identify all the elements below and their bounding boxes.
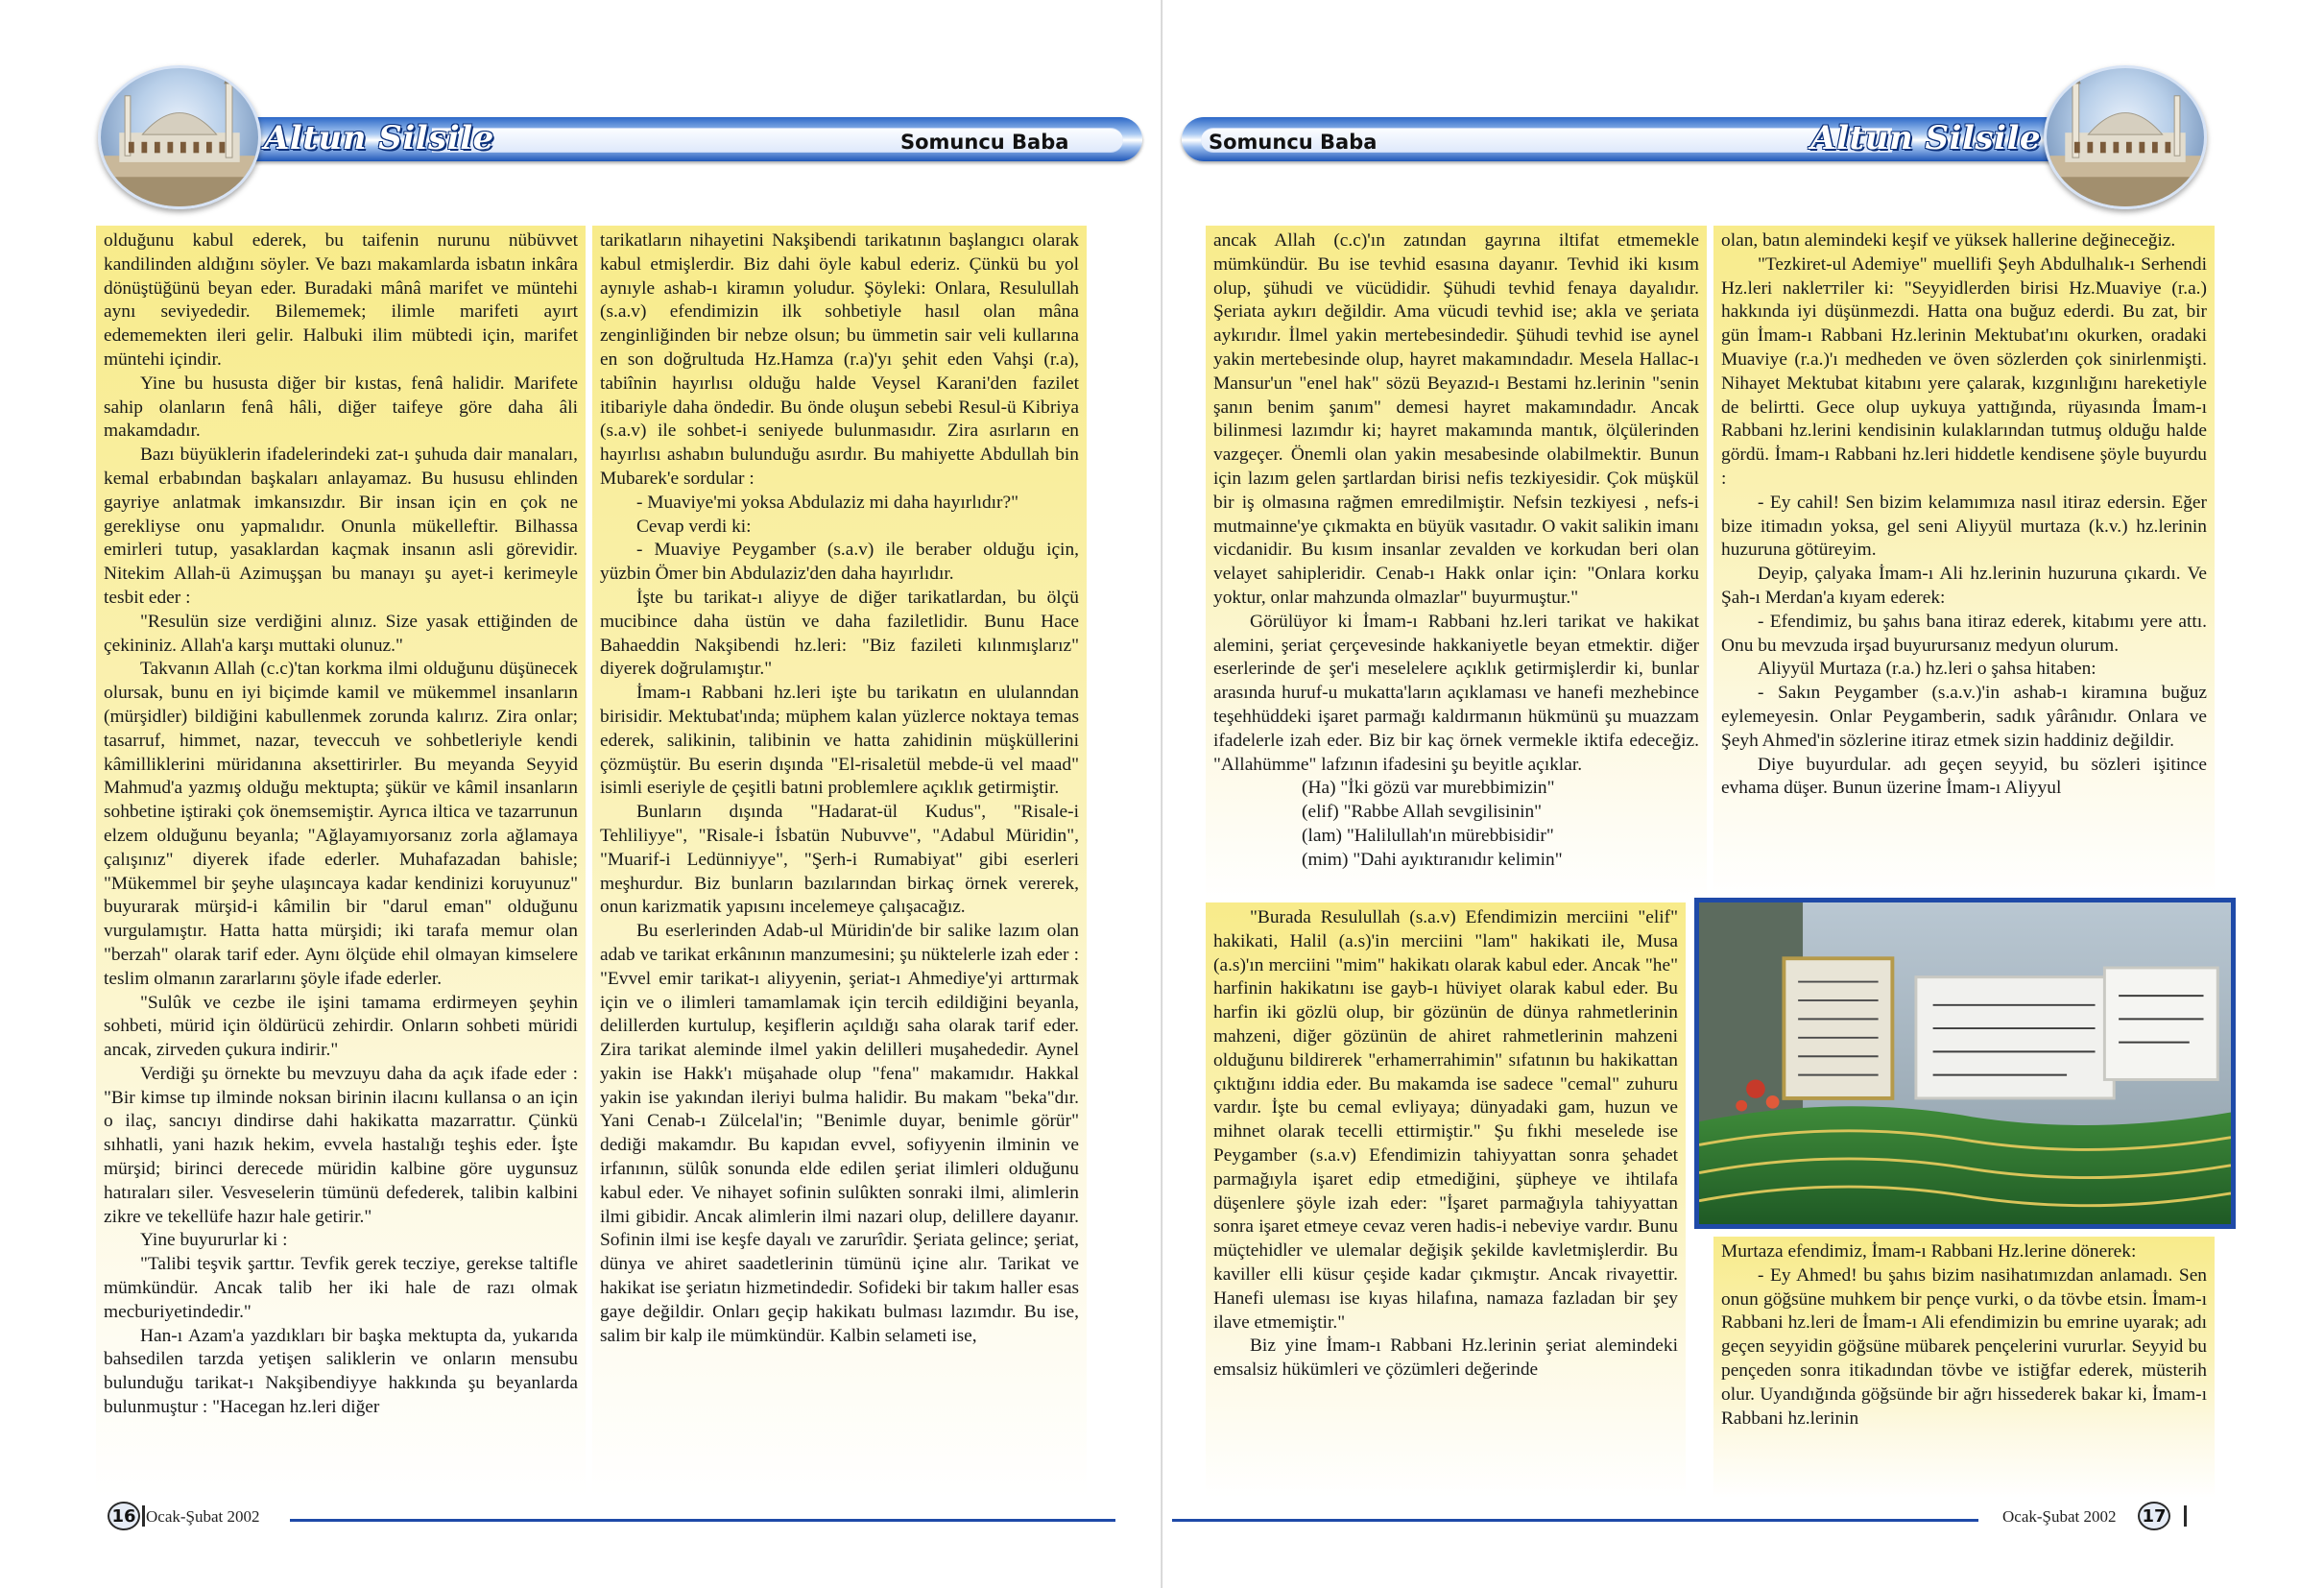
right-page-column-2 <box>1713 226 2215 898</box>
quote-paragraph: "Talibi teşvik şarttır. Tevfik gerek tecziye, gerekse taltifle mümkündür. Ancak talib her iki hale de razı olmak mecburiyetindedir." <box>104 1254 578 1322</box>
footer-rule <box>1172 1519 1978 1522</box>
paragraph: Diye buyurdular. adı geçen seyyid, bu sözleri işitince evhama düşer. Bunun üzerine İmam-ı Aliyyul <box>1721 754 2207 799</box>
paragraph: - Sakın Peygamber (s.a.v.)'in ashab-ı kiramına buğuz eylemeyesin. Onlar Peygamberin, sadık yârânıdır. Onlara ve Şeyh Ahmed'in sözlerine itiraz etmek sizin haddiniz değildir. <box>1721 683 2207 751</box>
page-number: 17 <box>2138 1502 2170 1530</box>
paragraph: olduğunu kabul ederek, bu taifenin nurunu nübüvvet kandilinden aldığını söyler. Ve bazı makamlarda isbatın inkâra dönüştüğünü beyan eder. Buradaki mânâ marifet ve müntehi aynı seviyededir. Bilememek; ilimle marifeti ayırt edememekten ileri gelir. Halbuki ilim mübtedi için, marifet müntehi içindir. <box>104 230 578 370</box>
verse-line: (lam) "Halilullah'ın mürebbisidir" <box>1302 825 1554 846</box>
paragraph: Bazı büyüklerin ifadelerindeki zat-ı şuhuda dair manaları, kemal erbabından başkaları anlayamaz. Bu hususu ehlinden gayriye anlatmak imkansızdır. Bir insan için en çok ne gerekliyse onu yapmalıdır. Onunla mükelleftir. Bilhassa emirleri tutup, yasaklardan kaçmak insanın asli görevidir. Nitekim Allah-ü Azimuşşan bu manayı şu ayet-i kerimeyle tesbit eder : <box>104 445 578 608</box>
issue-date: Ocak-Şubat 2002 <box>146 1507 260 1526</box>
paragraph: Murtaza efendimiz, İmam-ı Rabbani Hz.lerine dönerek: <box>1721 1241 2137 1262</box>
paragraph: Bunların dışında "Hadarat-ül Kudus", "Risale-i Tehliliyye", "Risale-i İsbatün Nubuvve", "Adabul Müridin", "Muarif-i Ledünniyye", "Şerh-i Rumabiyat" gibi eserleri meşhurdur. Biz bunların bazılarından birkaç örnek vererek, onun karizmatik yapısını incelemeye çalışacağız. <box>600 802 1079 918</box>
footer-rule <box>290 1519 1115 1522</box>
paragraph: İşte bu tarikat-ı aliyye de diğer tarikatlardan, bu ölçü mucibince daha üstün ve daha faziletlidir. Bunu Hace Bahaeddin Nakşibendi hz.leri: "Biz fazileti kılınmışlarız" diyerek doğrulamıştır." <box>600 587 1079 680</box>
running-title: Somuncu Baba <box>1209 131 1378 154</box>
paragraph: - Muaviye'mi yoksa Abdulaziz mi daha hayırlıdır?" <box>636 492 1019 513</box>
paragraph: ancak Allah (c.c)'ın zatından gayrına iltifat etmemekle mümkündür. Bu ise tevhid esasına dayanır. Tevhid iki kısım olup, şühudi ve vücüdidir. Şühudi tevhid fenaya dayalıdır. Şeriata aykırı değildir. Ama vücudi tevhid ise; akla ve şeriata aykırıdır. İlmel yakin mertebesindedir. Şühudi tevhid ise aynel yakin mertebesinde olup, hayret makamındadır. Mesela Hallac-ı Mansur'un "enel hak" sözü Beyazıd-ı Bestami hz.lerinin "senin şanın benim şanım" demesi hayret makamındadır. Ancak bilinmesi lazımdır ki; hayret makamında mantık, ölçülerinden vazgeçer. Önemli olan yakin mesabesinde olabilmektir. Bunun için lazım gelen şartlardan birisi nefis tezkiyesidir. Çok müşkül bir iş olmasına rağmen emredilmiştir. Nefsin tezkiyesi , nefs-i mutmainne'ye çıkmakta en büyük vasıtadır. O vakit salikin imanı vicdanidir. Bu kısım insanlar zevalden ve korkudan beri olan velayet sahipleridir. Cenab-ı Hakk onlar için: "Onlara korku yoktur, onlar mahzunda olmazlar" buyurmuştur." <box>1213 230 1699 608</box>
paragraph: - Muaviye Peygamber (s.a.v) ile beraber olduğu için, yüzbin Ömer bin Abdulaziz'den daha hayırlıdır. <box>600 540 1079 585</box>
paragraph: Deyip, çalyaka İmam-ı Ali hz.lerinin huzuruna çıkardı. Ve Şah-ı Merdan'a kıyam ederek: <box>1721 564 2207 608</box>
mosque-emblem-icon <box>2044 65 2207 209</box>
paragraph: Takvanın Allah (c.c)'tan korkma ilmi olduğunu düşünecek olursak, bunu en iyi biçimde kamil ve mükemmel insanların (mürşidler) bildiğini kabullenmek zorunda kalırız. Zira onlar; tasarruf, himmet, nazar, teveccuh ve sohbetleriyle kendi kâmilliklerini müridanına aksettirirler. Bu meyanda Seyyid Mahmud'a yazmış olduğu mektupta; şükür ve kâmil insanların sohbetine iştiraki çok önemsemiştir. Ayrıca iltica ve tazarrunun elzem olduğunu beyanla; "Ağlayamıyorsanız zorla ağlamaya çalışınız" diyerek ifade ederler. Muhafazadan bahisle; "Mükemmel bir şeyhe ulaşıncaya kadar kendinizi koruyunuz" buyurarak mürşid-i kâmilin bir "darul eman" olduğunu vurgulamıştır. Hatta hatta mürşidi; iki tarafa memur olan "berzah" olarak tarif eder. Aynı ölçüde ehil olmayan kimselere teslim olmanın zararlarını şöyle ifade ederler. <box>104 659 578 989</box>
paragraph: Han-ı Azam'a yazdıkları bir başka mektupta da, yukarıda bahsedilen tarzda yetişen saliklerin ve onların mensubu bulunduğu tarikat-ı Nakşibendiyye hakkında şu beyanlarda bulunmuştur : "Hacegan hz.leri diğer <box>104 1325 578 1418</box>
section-title: Altun Silsile <box>264 119 494 157</box>
paragraph: Yine buyururlar ki : <box>140 1230 288 1251</box>
paragraph: - Ey cahil! Sen bizim kelamımıza nasıl itiraz edersin. Eğer bize itimadın yoksa, gel seni Aliyyül murtaza (k.v.) hz.lerinin huzuruna götüreyim. <box>1721 492 2207 561</box>
paragraph: olan, batın alemindeki keşif ve yüksek hallerine değineceğiz. <box>1721 230 2176 251</box>
paragraph: Cevap verdi ki: <box>636 516 752 537</box>
section-title: Altun Silsile <box>1810 119 2041 157</box>
paragraph: "Tezkiret-ul Ademiye" muellifi Şeyh Abdulhalık-ı Serhendi Hz.leri nakleттiler ki: "Seyyidlerden birisi Hz.Muaviye (r.a.) hakkında iyi düşünmezdi. Hatta ona buğuz ederdi. Bu zat, bir gün İmam-ı Rabbani Hz.lerinin Mektubat'ını okurken, oradaki Muaviye (r.a.)'ı medheden ve öven sözlerden çok sinirlenmişti. Nihayet Mektubat kitabını yere çalarak, kızgınlığını hareketiyle de belirtti. Gece olup uykuya yattığında, rüyasında İmam-ı Rabbani hz.lerini kendisinin kulaklarından tutmuş olduğu halde gördü. İmam-ı Rabbani hz.leri hiddetle kendisene şöyle buyurdu : <box>1721 253 2207 489</box>
left-page-column-1 <box>96 226 586 1498</box>
paragraph: - Ey Ahmed! bu şahıs bizim nasihatımızdan anlamadı. Sen onun göğsüne muhkem bir pençe vurki, o da tövbe etsin. İmam-ı Rabbani hz.leri de İmam-ı Ali efendimizin bu emrine uyarak; adı geçen seyyidin göğsüne mübarek pençelerini vururlar. Seyyid bu pençeden sonra itikadından tövbe ve istiğfar ederek, müsterih olur. Uyandığında göğsünde bir ağrı hissederek bakar ki, İmam-ı Rabbani hz.lerinin <box>1721 1264 2207 1429</box>
right-page-column-1-lower <box>1206 902 1686 1498</box>
paragraph: - Efendimiz, bu şahıs bana itiraz ederek, kitabımı yere attı. Onu bu mevzuda irşad buyurursanız medyun olurum. <box>1721 611 2207 656</box>
page-number: 16 <box>108 1502 140 1530</box>
tomb-photo <box>1694 898 2236 1229</box>
paragraph: Bu eserlerinden Adab-ul Müridin'de bir salike lazım olan adab ve tarikat erkânının manzumesini; şu nüktelerle izah eder : "Evvel emir tarikat-ı aliyyenin, şeriat-ı Ahmediye'yi arttırmak için ve o ilimleri tamamlamak için tercih edildiğini beyanla, delillerden kurtulup, keşiflerin açıldığı saha olarak tarif eder. Zira tarikat aleminde ilmel yakin delilleri muşahededir. Aynel yakin ise Hakk'ı müşahade olup "fena" makamıdır. Hakkal yakin ise yakından ileriyi bulma halidir. Bu makam "beka"dır. Yani Cenab-ı Zülcelal'in; "Benimle duyar, benimle görür" dediği makamdır. Bu kapıdan evvel, sofiyyenin ilminin ve irfanının, sülûk sonunda elde edilen şeriat ilimleri olduğunu kabul eder. Ve nihayet sofinin sulûkten sonraki ilmi, alimlerin ilmi gibidir. Ancak alimlerin ilmi nazari olup, delillere dayanır. Sofinin ilmi ise keşfe dayalı ve zarurîdir. Şeriata gelince; şeriat, dünya ve ahiret saadetlerinin tümünü içine alır. Tarikat ve hakikat ise şeriatın hizmetindedir. Sofideki bir takım haller esas gaye değildir. Onları geçip hakikatı bulması lazımdır. Bu ise, salim bir kalp ile mümkündür. Kalbin selameti ise, <box>600 921 1079 1346</box>
paragraph: Görülüyor ki İmam-ı Rabbani hz.leri tarikat ve hakikat alemini, şeriat çerçevesinde hakkaniyetle beyan etmektir. diğer eserlerinde de şer'i meselelere açıklık getirmişlerdir ki, bunlar arasında huruf-u mukatta'ların açıklaması ve hanefi mezhebince teşehhüddeki işaret parmağı kaldırmanın hükmünü şu muazzam ifadelerle izah eder. Biz bir kaç örnek vermekle iktifa edeceğiz. "Allahümme" lafzının ifadesini şu beyitle açıklar. <box>1213 611 1699 775</box>
issue-date: Ocak-Şubat 2002 <box>2002 1507 2117 1526</box>
right-page-column-2-lower <box>1713 1237 2215 1498</box>
paragraph: Yine bu hususta diğer bir kıstas, fenâ halidir. Marifete sahip olanların fenâ hâli, diğer taifeye göre daha âli makamdadır. <box>104 373 578 442</box>
paragraph: İmam-ı Rabbani hz.leri işte bu tarikatın en ululanndan birisidir. Mektubat'ında; müphem kalan yüzlerce noktaya temas ederek, salikinin, talibinin ve hatta zahidinin müşküllerini çözmüştür. Bu eserin dışında "El-risaletül mebde-ü vel maad" isimli eseriyle de çeşitli batıni problemlere açıklık getirmiştir. <box>600 683 1079 799</box>
quote-paragraph: "Sulûk ve cezbe ile işini tamama erdirmeyen şeyhin sohbeti, mürid için öldürücü zehirdir. Onların sohbeti müridi ancak, zirveden çukura indirir." <box>104 992 578 1061</box>
paragraph: Aliyyül Murtaza (r.a.) hz.leri o şahsa hitaben: <box>1758 659 2096 680</box>
right-page-column-1 <box>1206 226 1707 902</box>
mosque-emblem-icon <box>98 65 261 209</box>
running-title: Somuncu Baba <box>900 131 1069 154</box>
footer-tick <box>2184 1505 2187 1527</box>
paragraph: "Burada Resulullah (s.a.v) Efendimizin merciini "elif" hakikati, Halil (a.s)'in merciini "lam" hakikati ile, Musa (a.s)'ın merciini "mim" hakikatı olarak kabul eder. Ancak "he" harfinin hakikatını ise gayb-ı hüviyet olarak kabul eder. Bu harfin iki gözlü olup, bir gözünün de dünya rahmetlerinin mahzeni, diğer gözünün de ahiret rahmetlerinin mahzeni olduğunu bildirerek "erhamerrahimin" sıfatının bu hakikattan çıktığını iddia eder. Bu makamda ise sadece "cemal" zuhuru vardır. İşte bu cemal evliyaya; dünyadaki gam, huzun ve mihnet olarak tecelli ettirmiştir." Şu fıkhi meselede ise Peygamber (s.a.v) Efendimizin tahiyyattan sonra şehadet parmağıyla işaret edip etmediğini, şüpheye ve ihtilafa düşenlere şöyle izah eder: "İşaret parmağıyla tahiyyattan sonra işaret etmeye cevaz veren hadis-i nebeviye vardır. Bunu müçtehidler ve ulemalar değişik şekilde kavletmişlerdir. Bu kaviller elli küsur çeşide kadar çıkmıştır. Ancak rivayettir. Hanefi uleması ise kıyas hilafına, namaza fazladan bir şey ilave etmemiştir." <box>1213 907 1678 1333</box>
footer-tick <box>142 1505 145 1527</box>
right-page <box>1162 0 2324 1588</box>
verse-line: (Ha) "İki gözü var murebbimizin" <box>1302 778 1555 799</box>
left-page-column-2 <box>592 226 1087 1498</box>
verse-line: (mim) "Dahi ayıktıranıdır kelimin" <box>1302 849 1563 870</box>
paragraph: Biz yine İmam-ı Rabbani Hz.lerinin şeriat alemindeki emsalsiz hükümleri ve çözümleri değerinde <box>1213 1335 1678 1381</box>
paragraph: Verdiği şu örnekte bu mevzuyu daha da açık ifade eder : "Bir kimse tıp ilminde noksan birinin ilacını kullansa o an için o ilaç, sancıyı dindirse dahi hakikatta mazarrattır. Çünkü sıhhatli, yani hazık hekim, evvela hastalığı teşhis eder. İşte mürşid; birinci derecede müridin kalbine göre uygunsuz hatıraları siler. Vesveselerin tümünü defederek, talibin kalbini zikre ve tekellüfe hazır hale getirir." <box>104 1063 578 1227</box>
verse-line: (elif) "Rabbe Allah sevgilisinin" <box>1302 802 1543 823</box>
paragraph: tarikatların nihayetini Nakşibendi tarikatının başlangıcı olarak kabul etmişlerdir. Biz dahi öyle kabul ederiz. Çünkü bu yol aynıyle ashab-ı kiramın yoludur. Şöyleki: Onlara, Resulullah (s.a.v) efendimizin ilk sohbetiyle hasıl olan mâna zenginliğinden bir nebze olsun; bu ümmetin sair veli kullarına en son doğrultuda Hz.Hamza (r.a)'yı şehit eden Vahşi (r.a), tabiînin hayırlısı olduğu halde Veysel Karani'den fazilet itibariyle daha öndedir. Bu önde oluşun sebebi Resul-ü Kibriya (s.a.v) ile sohbet-i seniyede bulunmasıdır. Zira asırların en hayırlısı ashabın bulunduğu asırdır. Bu mahiyette Abdullah bin Mubarek'e sordular : <box>600 230 1079 489</box>
quote-paragraph: "Resulün size verdiğini alınız. Size yasak ettiğinden de çekininiz. Allah'a karşı muttaki olunuz." <box>104 611 578 656</box>
